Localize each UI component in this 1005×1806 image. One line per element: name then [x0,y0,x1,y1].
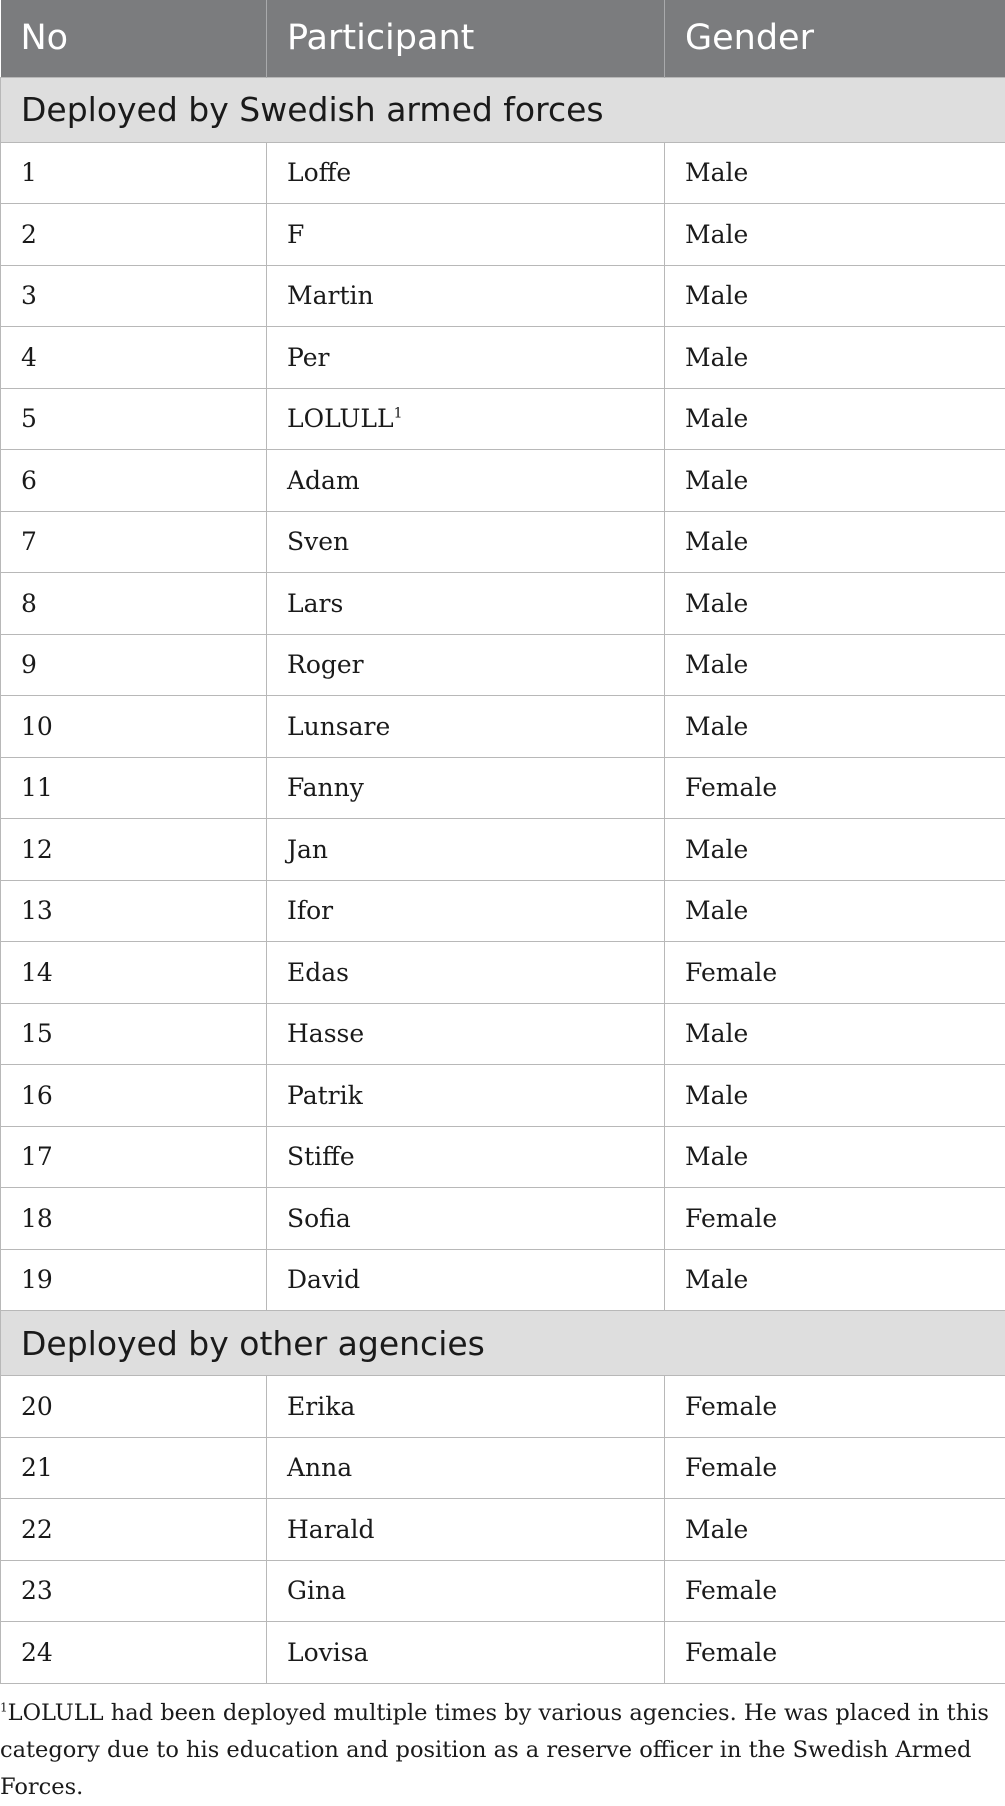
table-row [1,1499,1005,1561]
cell-participant [267,1622,665,1684]
participant-name: Jan [287,835,328,864]
cell-gender: Female [665,757,1005,819]
cell-no: 2 [1,204,267,266]
table-row [1,757,1005,819]
cell-no: 10 [1,696,267,758]
cell-participant [267,1499,665,1561]
footnote-marker: 1 [0,1701,8,1715]
cell-gender: Male [665,1003,1005,1065]
cell-gender: Male [665,1126,1005,1188]
cell-no: 21 [1,1437,267,1499]
cell-participant [267,1003,665,1065]
section-title: Deployed by other agencies [1,1311,1005,1376]
cell-gender: Male [665,450,1005,512]
participant-name: Per [287,343,329,372]
table-row [1,696,1005,758]
cell-no: 22 [1,1499,267,1561]
cell-gender: Male [665,1499,1005,1561]
cell-gender: Female [665,1560,1005,1622]
cell-participant [267,511,665,573]
table-row [1,1003,1005,1065]
cell-no: 6 [1,450,267,512]
table-row [1,573,1005,635]
table-row [1,942,1005,1004]
cell-participant [267,757,665,819]
cell-participant [267,1437,665,1499]
cell-gender: Female [665,942,1005,1004]
cell-gender: Male [665,880,1005,942]
table-header [1,0,1005,77]
cell-participant [267,1249,665,1311]
cell-no: 15 [1,1003,267,1065]
cell-no: 3 [1,265,267,327]
table-row [1,1376,1005,1438]
cell-participant [267,819,665,881]
cell-gender: Male [665,388,1005,450]
cell-participant [267,204,665,266]
cell-gender: Male [665,327,1005,389]
table-row [1,634,1005,696]
cell-no: 5 [1,388,267,450]
participant-name: Loffe [287,158,351,187]
section-header-row [1,1311,1005,1376]
cell-participant [267,265,665,327]
cell-no: 24 [1,1622,267,1684]
column-header-participant: Participant [267,0,665,77]
table-row [1,880,1005,942]
table-row [1,1065,1005,1127]
cell-no: 18 [1,1188,267,1250]
cell-participant [267,634,665,696]
cell-gender: Male [665,696,1005,758]
cell-gender: Female [665,1188,1005,1250]
cell-gender: Male [665,142,1005,204]
participant-name: Roger [287,650,364,679]
table-row [1,511,1005,573]
cell-participant [267,142,665,204]
cell-gender: Female [665,1437,1005,1499]
cell-no: 19 [1,1249,267,1311]
cell-participant [267,327,665,389]
cell-no: 4 [1,327,267,389]
cell-no: 12 [1,819,267,881]
column-header-gender: Gender [665,0,1005,77]
participant-name: Stiffe [287,1142,355,1171]
cell-participant [267,1560,665,1622]
table-row [1,265,1005,327]
table-row [1,204,1005,266]
cell-gender: Male [665,1065,1005,1127]
participant-name: David [287,1265,360,1294]
participant-name: LOLULL [287,404,394,433]
participant-name: Harald [287,1515,375,1544]
table-body [1,77,1005,1683]
cell-gender: Male [665,573,1005,635]
cell-participant [267,388,665,450]
participant-name: Hasse [287,1019,364,1048]
cell-participant [267,1126,665,1188]
cell-gender: Male [665,1249,1005,1311]
participant-name: Ifor [287,896,333,925]
cell-gender: Female [665,1622,1005,1684]
cell-gender: Male [665,819,1005,881]
cell-participant [267,573,665,635]
participant-name: Lovisa [287,1638,369,1667]
participant-name: Lunsare [287,712,390,741]
cell-no: 8 [1,573,267,635]
table-row [1,1437,1005,1499]
footnote-reference: 1 [394,406,403,422]
cell-gender: Male [665,265,1005,327]
participant-name: Anna [287,1453,352,1482]
footnote-text: LOLULL had been deployed multiple times by various agencies. He was placed in this category due to his education and position as a reserve officer in the Swedish Armed Forces. [0,1700,989,1800]
table-row [1,1188,1005,1250]
cell-no: 7 [1,511,267,573]
cell-participant [267,450,665,512]
participant-name: Erika [287,1392,355,1421]
cell-no: 1 [1,142,267,204]
table-row [1,327,1005,389]
cell-participant [267,880,665,942]
table-row [1,142,1005,204]
table-row [1,1622,1005,1684]
cell-participant [267,1065,665,1127]
participant-name: Gina [287,1576,346,1605]
section-header-row [1,77,1005,142]
cell-participant [267,696,665,758]
column-header-no: No [1,0,267,77]
cell-no: 16 [1,1065,267,1127]
cell-no: 11 [1,757,267,819]
cell-participant [267,1376,665,1438]
table-row [1,388,1005,450]
cell-no: 20 [1,1376,267,1438]
section-title: Deployed by Swedish armed forces [1,77,1005,142]
participant-name: Adam [287,466,360,495]
cell-participant [267,1188,665,1250]
table-row [1,450,1005,512]
participant-name: Martin [287,281,374,310]
cell-no: 13 [1,880,267,942]
cell-gender: Female [665,1376,1005,1438]
participant-name: Fanny [287,773,364,802]
participant-name: F [287,220,304,249]
participant-name: Patrik [287,1081,363,1110]
participant-name: Sofia [287,1204,351,1233]
table-row [1,1560,1005,1622]
cell-gender: Male [665,634,1005,696]
cell-participant [267,942,665,1004]
participant-name: Lars [287,589,343,618]
table-row [1,819,1005,881]
cell-gender: Male [665,204,1005,266]
table-row [1,1249,1005,1311]
cell-no: 17 [1,1126,267,1188]
table-footnote [0,1695,1000,1806]
cell-no: 14 [1,942,267,1004]
participant-name: Sven [287,527,349,556]
participant-name: Edas [287,958,349,987]
cell-no: 9 [1,634,267,696]
cell-no: 23 [1,1560,267,1622]
cell-gender: Male [665,511,1005,573]
table-row [1,1126,1005,1188]
